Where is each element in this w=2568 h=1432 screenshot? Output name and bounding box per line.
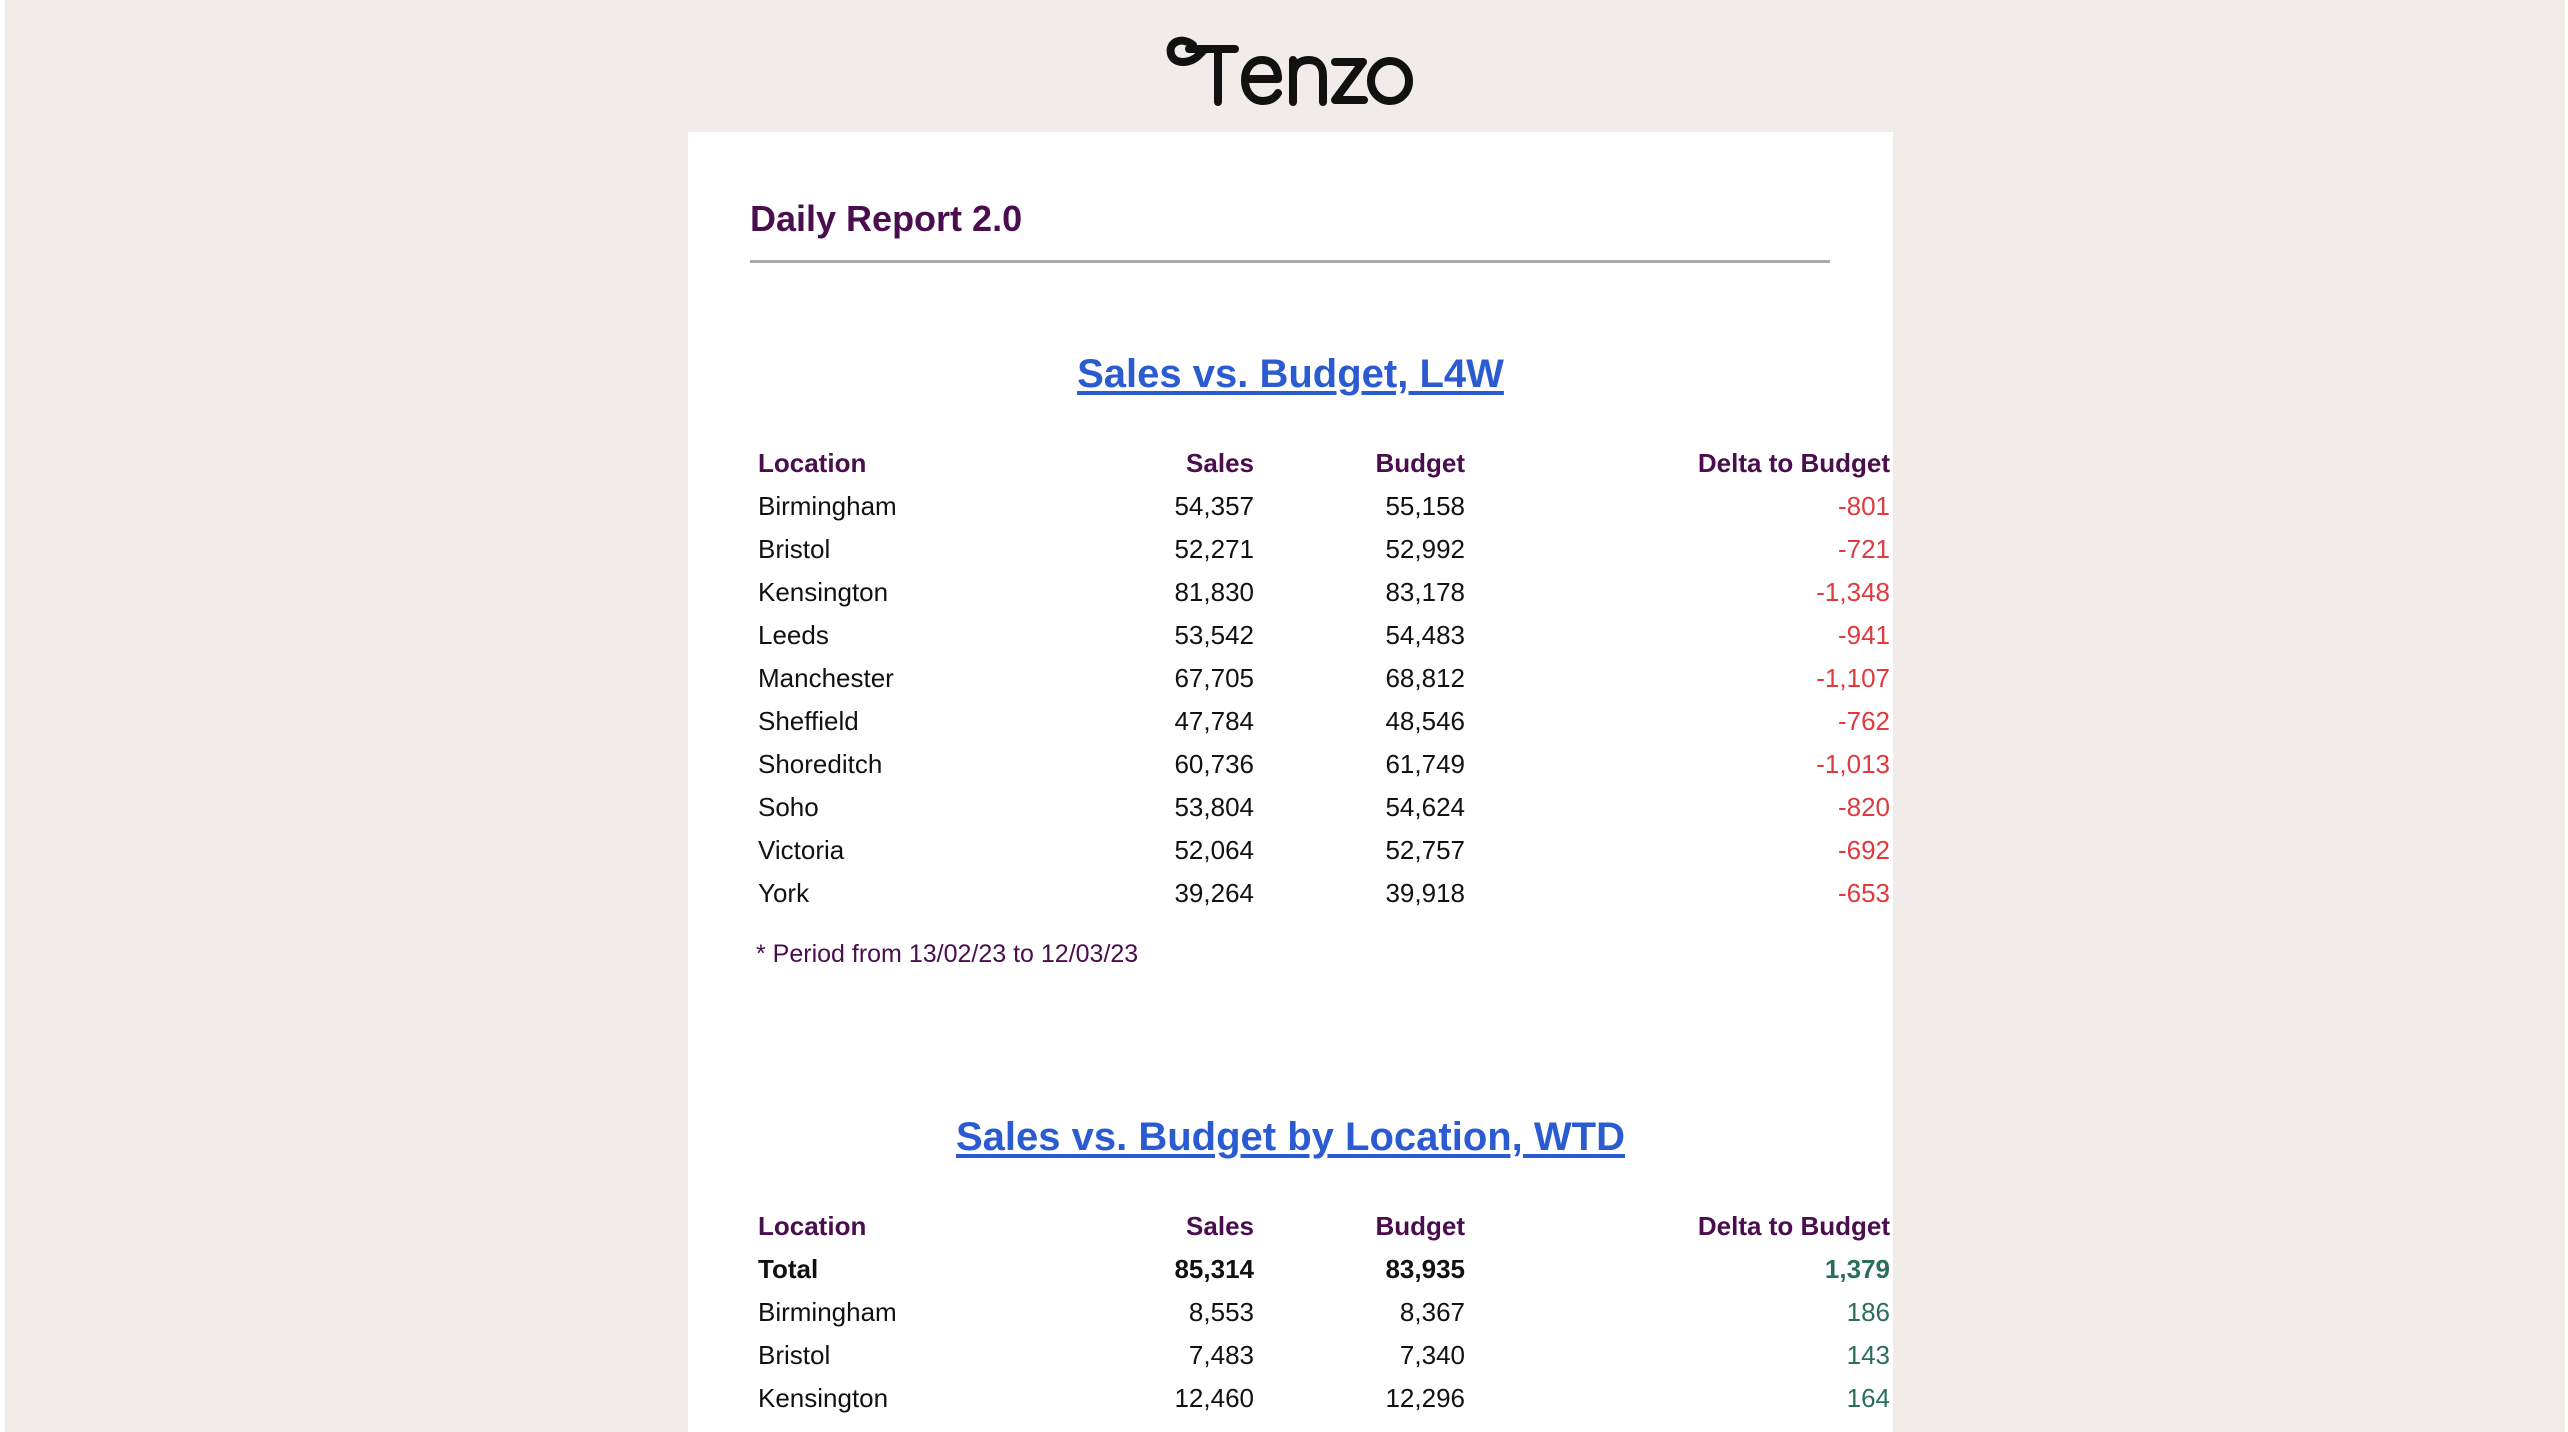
- table-row: [750, 485, 1898, 528]
- report-title: Daily Report 2.0: [750, 198, 1023, 239]
- budget-cell: 54,624: [1385, 792, 1465, 822]
- budget-cell: 52,992: [1385, 534, 1465, 564]
- location-cell: Victoria: [758, 835, 845, 865]
- delta-cell: -762: [1837, 706, 1890, 736]
- sales-cell: 67,705: [1174, 663, 1254, 693]
- location-cell: Sheffield: [758, 706, 859, 736]
- sales-cell: 53,542: [1174, 620, 1254, 650]
- column-header-sales: Sales: [1186, 448, 1254, 478]
- sales-cell: 60,736: [1174, 749, 1254, 779]
- email-viewport: [5, 0, 2565, 1432]
- budget-cell: 68,812: [1385, 663, 1465, 693]
- section-heading-l4w: [688, 352, 1893, 397]
- budget-cell: 39,918: [1385, 878, 1465, 908]
- delta-cell: -801: [1837, 491, 1890, 521]
- table-row: [750, 571, 1898, 614]
- total-row: [750, 1248, 1898, 1291]
- location-cell: Manchester: [758, 663, 894, 693]
- location-cell: Kensington: [758, 577, 889, 607]
- sales-cell: 52,064: [1174, 835, 1254, 865]
- location-cell: Bristol: [758, 1340, 831, 1370]
- table-row: [750, 1291, 1898, 1334]
- budget-cell: 55,158: [1385, 491, 1465, 521]
- delta-cell: -1,013: [1816, 749, 1890, 779]
- budget-cell: 83,178: [1385, 577, 1465, 607]
- budget-cell: 7,340: [1399, 1340, 1465, 1370]
- sales-cell: 12,460: [1174, 1383, 1254, 1413]
- sales-cell: 81,830: [1174, 577, 1254, 607]
- sales-cell: 52,271: [1174, 534, 1254, 564]
- delta-cell: -721: [1837, 534, 1890, 564]
- table-row: [750, 657, 1898, 700]
- table-header-row: [750, 442, 1898, 485]
- delta-cell: -653: [1837, 878, 1890, 908]
- section-link-wtd[interactable]: Sales vs. Budget by Location, WTD: [956, 1115, 1625, 1159]
- sales-cell: 47,784: [1174, 706, 1254, 736]
- tenzo-logo: [1165, 22, 1415, 112]
- table-row: [750, 528, 1898, 571]
- budget-cell: 61,749: [1385, 749, 1465, 779]
- budget-cell: 83,935: [1385, 1254, 1465, 1284]
- delta-cell: -820: [1837, 792, 1890, 822]
- budget-cell: 54,483: [1385, 620, 1465, 650]
- l4w-table: [750, 442, 1898, 915]
- table-row: [750, 872, 1898, 915]
- column-header-budget: Budget: [1375, 448, 1465, 478]
- delta-cell: 164: [1846, 1383, 1890, 1413]
- table-row: [750, 1334, 1898, 1377]
- location-cell: Soho: [758, 792, 819, 822]
- sales-cell: 54,357: [1174, 491, 1254, 521]
- table-row: [750, 614, 1898, 657]
- table-row: [750, 1377, 1898, 1420]
- delta-cell: -1,107: [1816, 663, 1890, 693]
- section-link-l4w[interactable]: Sales vs. Budget, L4W: [1077, 352, 1504, 396]
- budget-cell: 12,296: [1385, 1383, 1465, 1413]
- sales-cell: 53,804: [1174, 792, 1254, 822]
- column-header-budget: Budget: [1375, 1211, 1465, 1241]
- sales-cell: 8,553: [1188, 1297, 1254, 1327]
- column-header-sales: Sales: [1186, 1211, 1254, 1241]
- delta-cell: 186: [1846, 1297, 1890, 1327]
- sales-cell: 39,264: [1174, 878, 1254, 908]
- period-footnote: * Period from 13/02/23 to 12/03/23: [756, 940, 1139, 968]
- location-cell: Birmingham: [758, 1297, 897, 1327]
- location-cell: Leeds: [758, 620, 829, 650]
- sales-cell: 7,483: [1188, 1340, 1254, 1370]
- location-cell: Bristol: [758, 534, 831, 564]
- delta-cell: -1,348: [1816, 577, 1890, 607]
- table-row: [750, 829, 1898, 872]
- table-row: [750, 743, 1898, 786]
- wtd-table: [750, 1205, 1898, 1420]
- budget-cell: 48,546: [1385, 706, 1465, 736]
- table-header-row: [750, 1205, 1898, 1248]
- delta-cell: 143: [1846, 1340, 1890, 1370]
- table-row: [750, 700, 1898, 743]
- location-cell: Birmingham: [758, 491, 897, 521]
- report-card: [688, 132, 1893, 1432]
- table-row: [750, 786, 1898, 829]
- location-cell: York: [758, 878, 810, 908]
- location-cell: Total: [758, 1254, 819, 1284]
- column-header-delta: Delta to Budget: [1697, 1211, 1890, 1241]
- location-cell: Kensington: [758, 1383, 889, 1413]
- column-header-location: Location: [758, 448, 867, 478]
- column-header-location: Location: [758, 1211, 867, 1241]
- sales-cell: 85,314: [1174, 1254, 1254, 1284]
- delta-cell: 1,379: [1824, 1254, 1890, 1284]
- location-cell: Shoreditch: [758, 749, 883, 779]
- title-divider: [750, 260, 1830, 263]
- delta-cell: -692: [1837, 835, 1890, 865]
- section-heading-wtd: [688, 1115, 1893, 1160]
- column-header-delta: Delta to Budget: [1697, 448, 1890, 478]
- budget-cell: 52,757: [1385, 835, 1465, 865]
- delta-cell: -941: [1837, 620, 1890, 650]
- budget-cell: 8,367: [1399, 1297, 1465, 1327]
